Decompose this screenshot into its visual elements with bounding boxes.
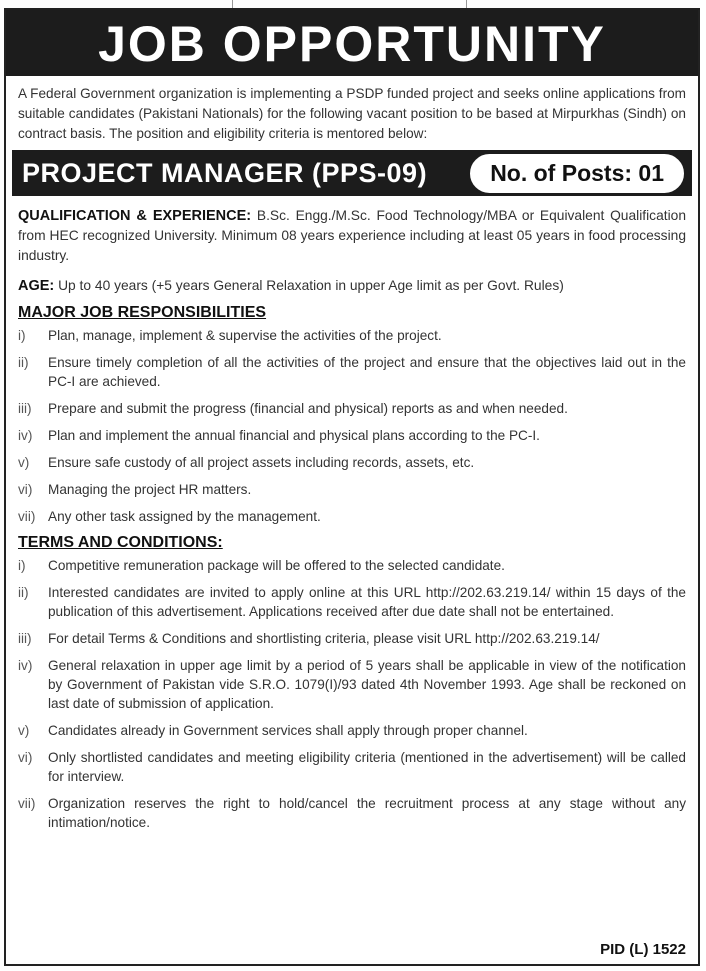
item-text: Candidates already in Government services shall apply through proper channel. <box>48 723 528 738</box>
item-number: ii) <box>18 585 29 600</box>
age-paragraph <box>18 276 686 296</box>
item-number: i) <box>18 558 26 573</box>
publication-id: PID (L) 1522 <box>600 941 686 958</box>
list-item <box>18 721 686 740</box>
item-number: v) <box>18 455 30 470</box>
item-number: ii) <box>18 355 29 370</box>
item-text: General relaxation in upper age limit by a period of 5 years shall be applicable in view of the notification by Government of Pakistan vide S.R.O. 1079(I)/93 dated 4th November 1993. Age shall be reckoned on last date of submission of application. <box>48 658 686 711</box>
position-title: PROJECT MANAGER (PPS-09) <box>22 157 428 188</box>
item-number: vii) <box>18 509 36 524</box>
item-text: Competitive remuneration package will be offered to the selected candidate. <box>48 558 505 573</box>
item-text: Managing the project HR matters. <box>48 482 252 497</box>
item-number: iv) <box>18 428 33 443</box>
position-bar <box>12 150 692 196</box>
qualification-paragraph <box>18 206 686 266</box>
qualification-label: QUALIFICATION & EXPERIENCE: <box>18 208 252 224</box>
item-text: Prepare and submit the progress (financial and physical) reports as and when needed. <box>48 401 568 416</box>
list-item <box>18 326 686 345</box>
list-item <box>18 583 686 621</box>
list-item <box>18 480 686 499</box>
responsibilities-heading: MAJOR JOB RESPONSIBILITIES <box>18 304 267 321</box>
item-text: Organization reserves the right to hold/cancel the recruitment process at any stage without any intimation/notice. <box>48 796 686 830</box>
item-text: Interested candidates are invited to apply online at this URL http://202.63.219.14/ within 15 days of the publication of this advertisement. Applications received after due date shall not be entertained. <box>48 585 686 619</box>
age-label: AGE: <box>18 278 55 294</box>
posts-badge: No. of Posts: 01 <box>470 154 684 193</box>
qualification-text: B.Sc. Engg./M.Sc. Food Technology/MBA or Equivalent Qualification from HEC recognized University. Minimum 08 years experience including at least 05 years in food processing industry. <box>18 208 686 263</box>
item-number: i) <box>18 328 26 343</box>
list-item <box>18 399 686 418</box>
item-number: vi) <box>18 750 33 765</box>
item-text: Any other task assigned by the management. <box>48 509 321 524</box>
list-item <box>18 656 686 713</box>
list-item <box>18 426 686 445</box>
top-edge-mark <box>466 0 467 8</box>
page-title: JOB OPPORTUNITY <box>6 10 698 76</box>
item-number: iv) <box>18 658 33 673</box>
item-text: Plan, manage, implement & supervise the activities of the project. <box>48 328 442 343</box>
terms-list <box>6 556 698 832</box>
item-text: Ensure safe custody of all project assets including records, assets, etc. <box>48 455 475 470</box>
item-number: iii) <box>18 401 32 416</box>
list-item <box>18 507 686 526</box>
list-item <box>18 748 686 786</box>
page-top-edge <box>0 0 706 8</box>
responsibilities-list <box>6 326 698 526</box>
list-item <box>18 629 686 648</box>
top-edge-mark <box>232 0 233 8</box>
item-number: vii) <box>18 796 36 811</box>
list-item <box>18 453 686 472</box>
list-item <box>18 556 686 575</box>
job-advertisement <box>4 8 700 966</box>
item-text: Plan and implement the annual financial and physical plans according to the PC-I. <box>48 428 540 443</box>
item-text: Ensure timely completion of all the activities of the project and ensure that the objectives laid out in the PC-I are achieved. <box>48 355 686 389</box>
item-text: For detail Terms & Conditions and shortlisting criteria, please visit URL http://202.63.219.14/ <box>48 631 600 646</box>
list-item <box>18 794 686 832</box>
intro-paragraph: A Federal Government organization is implementing a PSDP funded project and seeks online applications from suitable candidates (Pakistani Nationals) for the following vacant position to be based at Mirpurkhas (Sindh) on contract basis. The position and eligibility criteria is mentored below: <box>18 86 686 141</box>
age-text: Up to 40 years (+5 years General Relaxation in upper Age limit as per Govt. Rules) <box>54 278 564 293</box>
list-item <box>18 353 686 391</box>
item-number: v) <box>18 723 30 738</box>
item-text: Only shortlisted candidates and meeting eligibility criteria (mentioned in the advertisement) will be called for interview. <box>48 750 686 784</box>
terms-heading: TERMS AND CONDITIONS: <box>18 534 223 551</box>
item-number: iii) <box>18 631 32 646</box>
item-number: vi) <box>18 482 33 497</box>
